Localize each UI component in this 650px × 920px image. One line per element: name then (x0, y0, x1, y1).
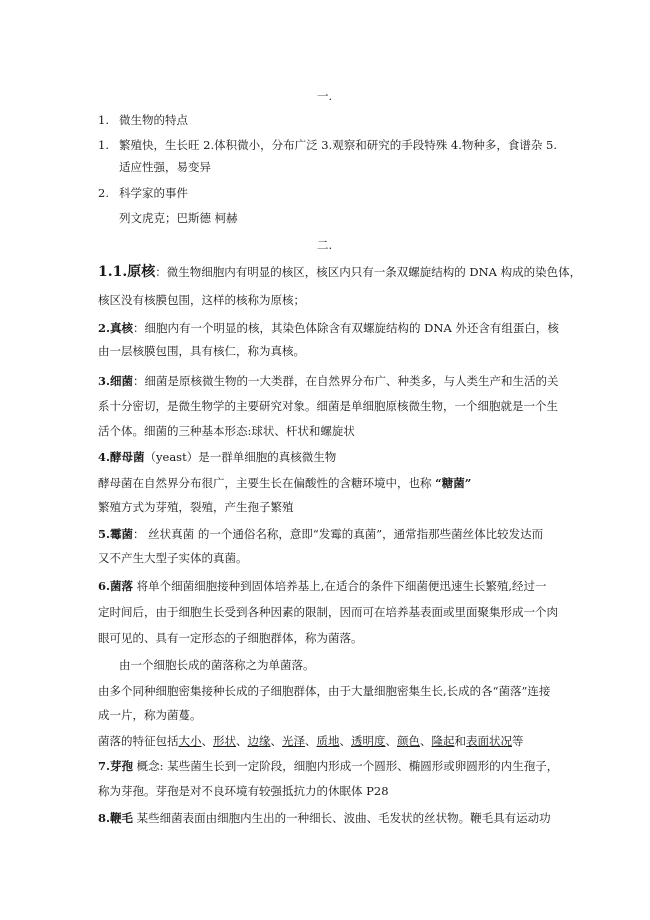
term-label: 2.真核 (98, 321, 134, 335)
paragraph-colony (98, 578, 546, 594)
term-label: 4.酵母菌 (98, 450, 145, 464)
paragraph-line: 由多个同种细胞密集接种长成的子细胞群体，由于大量细胞密集生长,长成的各“菌落”连接 (98, 684, 551, 698)
term-label: 3.细菌 (98, 374, 134, 388)
paragraph-line: 繁殖方式为芽殖，裂殖，产生孢子繁殖 (98, 500, 294, 514)
feature-term: 边缘 (247, 734, 271, 748)
paragraph-text: ：细菌是原核微生物的一大类群，在自然界分布广、种类多，与人类生产和生活的关 (133, 374, 559, 388)
paragraph-text: ：细胞内有一个明显的核，其染色体除含有双螺旋结构的 DNA 外还含有组蛋白，核 (133, 321, 559, 335)
paragraph-text: 某些细菌表面由细胞内生出的一种细长、波曲、毛发状的丝状物。鞭毛具有运动功 (133, 811, 551, 825)
term-emphasis: “糖菌” (435, 476, 472, 490)
term-label: 7.芽孢 (98, 759, 134, 773)
feature-term: 表面状况 (466, 734, 512, 748)
term-label: 6.菌落 (98, 579, 134, 593)
term-label: 1.1.原核 (98, 264, 156, 280)
feature-term: 大小 (178, 734, 202, 748)
paragraph-line (98, 475, 471, 491)
term-label: 8.鞭毛 (98, 811, 134, 825)
list-text: 科学家的事件 (119, 186, 188, 200)
feature-term: 质地 (316, 734, 340, 748)
term-label: 5.霉菌 (98, 527, 134, 541)
paragraph-line: 由一个细胞长成的菌落称之为单菌落。 (119, 658, 315, 672)
paragraph-text: 将单个细菌细胞接种到固体培养基上,在适合的条件下细菌便迅速生长繁殖,经过一 (133, 579, 547, 593)
paragraph-eukaryote (98, 320, 559, 336)
list-subtext: 列文虎克；巴斯德 柯赫 (119, 211, 238, 225)
list-text: 繁殖快，生长旺 2.体积微小，分布广泛 3.观察和研究的手段特殊 4.物种多，食谱杂 5. (119, 138, 558, 152)
paragraph-line: 系十分密切，是微生物学的主要研究对象。细菌是单细胞原核微生物，一个细胞就是一个生 (98, 399, 558, 413)
list-number: 1. (98, 138, 109, 152)
colony-features: 菌落的特征包括大小、形状、边缘、光泽、质地、透明度、颜色、隆起和表面状况等 (98, 734, 524, 748)
paragraph-text: （yeast）是一群单细胞的真核微生物 (144, 450, 337, 464)
section-heading-2: 二. (317, 238, 333, 252)
list-number: 2. (98, 186, 109, 200)
paragraph-text: 酵母菌在自然界分布很广，主要生长在偏酸性的含糖环境中，也称 (98, 476, 436, 490)
section-heading-1: 一. (317, 89, 333, 103)
list-item (98, 112, 188, 128)
list-item (98, 137, 557, 153)
paragraph-line: 称为芽孢。芽孢是对不良环境有较强抵抗力的休眠体 P28 (98, 784, 389, 798)
paragraph-text: 概念: 某些菌生长到一定阶段，细胞内形成一个圆形、椭圆形或卵圆形的内生孢子， (133, 759, 559, 773)
features-prefix: 菌落的特征包括 (98, 734, 179, 748)
paragraph-mold (98, 526, 543, 542)
paragraph-line: 又不产生大型子实体的真菌。 (98, 551, 248, 565)
paragraph-line: 成一片，称为菌蔓。 (98, 708, 202, 722)
paragraph-spore (98, 758, 558, 774)
paragraph-text: ： 丝状真菌 的一个通俗名称，意即“发霉的真菌”，通常指那些菌丝体比较发达而 (133, 527, 544, 541)
paragraph-text: ：微生物细胞内有明显的核区，核区内只有一条双螺旋结构的 DNA 构成的染色体， (155, 265, 582, 279)
list-item-continuation: 适应性强，易变异 (119, 160, 211, 174)
paragraph-line: 由一层核膜包围，具有核仁，称为真核。 (98, 344, 305, 358)
list-number: 1. (98, 113, 109, 127)
feature-term: 颜色 (397, 734, 420, 748)
paragraph-bacteria (98, 373, 559, 389)
paragraph-line: 眼可见的、具有一定形态的子细胞群体，称为菌落。 (98, 631, 363, 645)
paragraph-line: 活个体。细菌的三种基本形态:球状、杆状和螺旋状 (98, 424, 355, 438)
paragraph-line: 定时间后，由于细胞生长受到各种因素的限制，因而可在培养基表面或里面聚集形成一个肉 (98, 605, 558, 619)
list-item (98, 185, 188, 201)
list-text: 微生物的特点 (119, 113, 188, 127)
feature-term: 形状 (213, 734, 236, 748)
feature-term: 光泽 (282, 734, 305, 748)
feature-term: 隆起 (431, 734, 455, 748)
paragraph-line: 核区没有核膜包围，这样的核称为原核； (98, 293, 305, 307)
feature-term: 透明度 (351, 734, 386, 748)
paragraph-yeast (98, 449, 336, 465)
paragraph-prokaryote (98, 264, 581, 280)
paragraph-flagellum (98, 810, 551, 826)
